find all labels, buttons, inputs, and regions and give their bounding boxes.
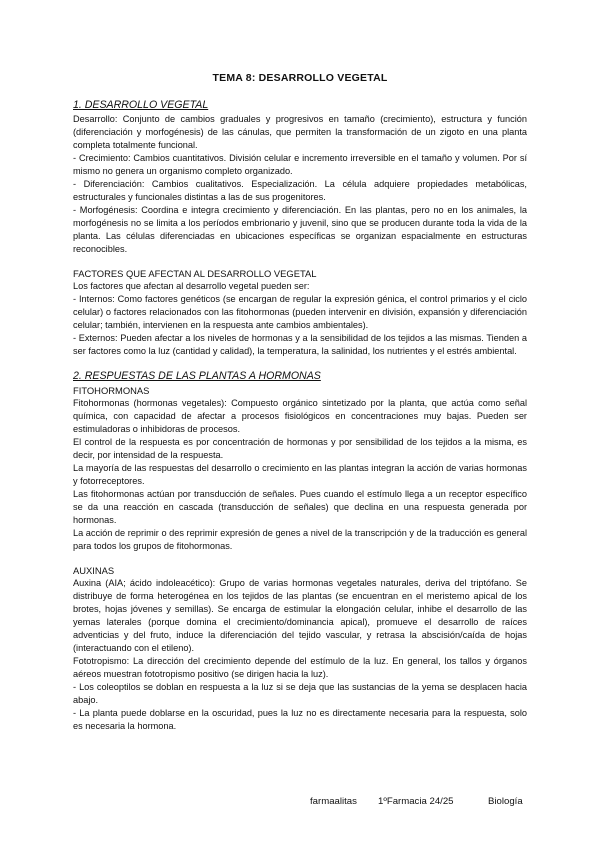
page-footer [310,796,523,807]
paragraph: Los factores que afectan al desarrollo vegetal pueden ser: [73,281,310,291]
footer-author: farmaalitas [310,796,357,807]
paragraph: Las fitohormonas actúan por transducción de señales. Pues cuando el estímulo llega a un receptor específico se da una reacción en cascada (transducción de señales) que declina en una respuesta generada por hormonas. [73,489,527,525]
paragraph: - La planta puede doblarse en la oscuridad, pues la luz no es directamente necesaria para la respuesta, solo es necesaria la hormona. [73,708,527,731]
paragraph: - Morfogénesis: Coordina e integra crecimiento y diferenciación. En las plantas, pero no en los animales, la morfogénesis no se limita a los períodos embrionario y juvenil, sino que se producen durante toda la vida de la planta. Las células diferenciadas en ubicaciones específicas se organizan espacialmente en estructuras reconocibles. [73,205,527,254]
paragraph: Desarrollo: Conjunto de cambios graduales y progresivos en tamaño (crecimiento), estructura y función (diferenciación y morfogénesis) de las cánulas, que permiten la transformación de un zigoto en una planta completa totalmente funcional. [73,114,527,150]
paragraph: - Los coleoptilos se doblan en respuesta a la luz si se deja que las sustancias de la yema se desplacen hacia abajo. [73,682,527,705]
paragraph: - Internos: Como factores genéticos (se encargan de regular la expresión génica, el control primarios y el ciclo celular) o factores relacionados con las fitohormonas (pueden intervenir en división, expansión y diferenciación celular; también, intervienen en la respuesta ante cambios ambientales). [73,294,527,330]
paragraph: Fitohormonas (hormonas vegetales): Compuesto orgánico sintetizado por la planta, que actúa como señal química, con capacidad de afectar a procesos fisiológicos en concentraciones muy bajas. Pueden ser estimuladoras o inhibidoras de procesos. [73,398,527,434]
document-body [73,98,527,733]
paragraph: El control de la respuesta es por concentración de hormonas y por sensibilidad de los tejidos a la misma, es decir, por intensidad de la respuesta. [73,437,527,460]
footer-course: 1ºFarmacia 24/25 [378,796,454,807]
paragraph: - Crecimiento: Cambios cuantitativos. División celular e incremento irreversible en el tamaño y volumen. Por sí mismo no genera un organismo completo organizado. [73,153,527,176]
document-title: TEMA 8: DESARROLLO VEGETAL [212,72,388,84]
paragraph: - Diferenciación: Cambios cualitativos. Especialización. La célula adquiere propiedades metabólicas, estructurales y funcionales distintas a las de sus progenitores. [73,179,527,202]
paragraph: La mayoría de las respuestas del desarrollo o crecimiento en las plantas integran la acción de varias hormonas y fotorreceptores. [73,463,527,486]
paragraph: - Externos: Pueden afectar a los niveles de hormonas y a la sensibilidad de los tejidos a las mismas. Tienden a ser factores como la luz (cantidad y calidad), la temperatura, la salinidad, los nutrientes y el estrés ambiental. [73,333,527,356]
paragraph: Auxina (AIA; ácido indoleacético): Grupo de varias hormonas vegetales naturales, deriva del triptófano. Se distribuye de forma heterogénea en los tejidos de las plantas (se encuentran en el meristemo apical de los brotes, hojas jóvenes y semillas). Se encarga de estimular la elongación celular, inhibe el desarrollo de las yemas laterales (porque domina el crecimiento/dominancia apical), promueve el desarrollo de raíces adventicias y del fruto, induce la diferenciación del tejido vascular, y retrasa la abscisión/caída de hojas (interactuando con el etileno). [73,578,527,653]
section-1-heading: 1. DESARROLLO VEGETAL [73,99,209,111]
fitohormonas-subheading: FITOHORMONAS [73,385,150,396]
paragraph: La acción de reprimir o des reprimir expresión de genes a nivel de la transcripción y de la traducción es general para todos los grupos de fitohormonas. [73,528,527,551]
paragraph: Fototropismo: La dirección del crecimiento depende del estímulo de la luz. En general, los tallos y órganos aéreos muestran fototropismo positivo (se dirigen hacia la luz). [73,656,527,679]
auxinas-heading: AUXINAS [73,565,115,576]
factors-heading: FACTORES QUE AFECTAN AL DESARROLLO VEGETAL [73,268,317,279]
section-2-heading: 2. RESPUESTAS DE LAS PLANTAS A HORMONAS [73,370,321,382]
footer-subject: Biología [488,796,523,807]
